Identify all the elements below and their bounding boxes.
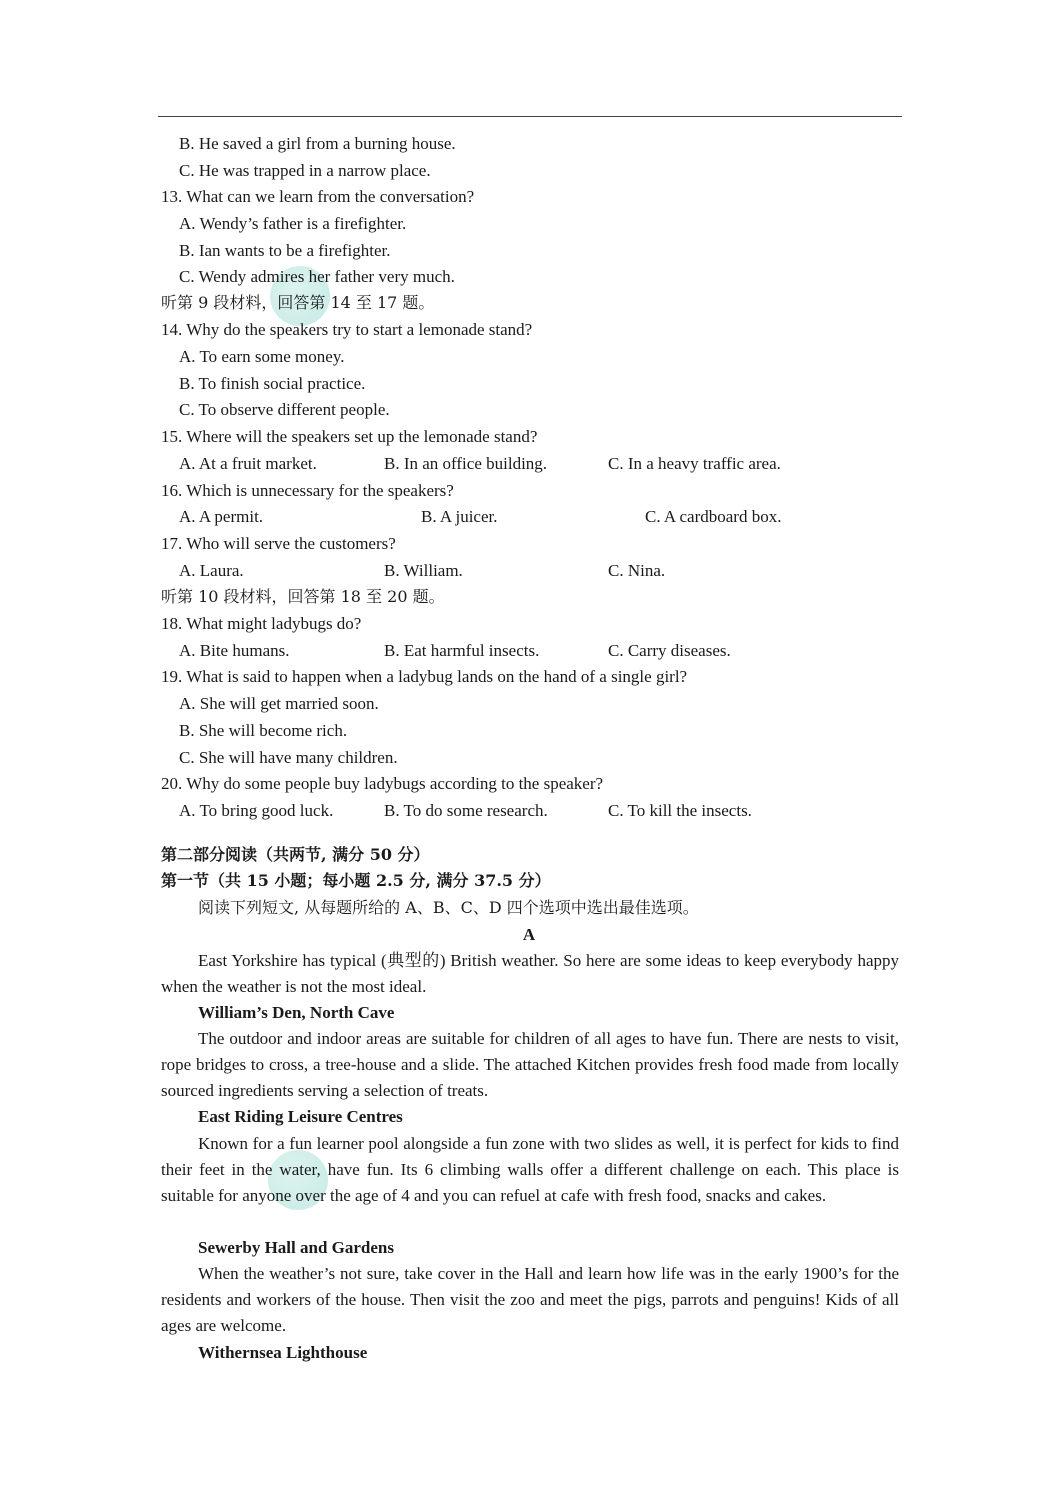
option-text: C. He was trapped in a narrow place. [179, 161, 431, 180]
passage-label: A [522, 925, 536, 944]
option-row [179, 454, 879, 474]
option-a: A. A permit. [179, 507, 264, 526]
option-text: C. To observe different people. [179, 400, 390, 419]
option-text: B. To finish social practice. [179, 374, 366, 393]
passage-paragraph: Known for a fun learner pool alongside a fun zone with two slides as well, it is perfect for kids to find their feet in the water, have fun. Its 6 climbing walls offer a different challenge on each. This place is suitable for anyone over the age of 4 and you can refuel at cafe with fresh food, snacks and cakes. [161, 1134, 899, 1205]
option-row [179, 561, 879, 581]
section-heading: 第二部分阅读（共两节, 满分 50 分） [161, 845, 430, 864]
question-text: 14. Why do the speakers try to start a lemonade stand? [161, 320, 533, 339]
section-subheading: 第一节（共 15 小题；每小题 2.5 分, 满分 37.5 分） [161, 871, 551, 890]
option-b: B. Eat harmful insects. [384, 641, 540, 660]
option-c: C. A cardboard box. [645, 507, 782, 526]
passage-heading: Withernsea Lighthouse [198, 1343, 368, 1362]
option-c: C. To kill the insects. [608, 801, 752, 820]
option-b: B. A juicer. [421, 507, 498, 526]
question-text: 16. Which is unnecessary for the speakers? [161, 481, 454, 500]
option-row [179, 507, 879, 527]
section-instruction: 听第 9 段材料，回答第 14 至 17 题。 [161, 293, 435, 312]
question-text: 20. Why do some people buy ladybugs according to the speaker? [161, 774, 604, 793]
option-text: B. She will become rich. [179, 721, 348, 740]
option-a: A. At a fruit market. [179, 454, 317, 473]
option-text: A. To earn some money. [179, 347, 345, 366]
question-text: 17. Who will serve the customers? [161, 534, 396, 553]
option-b: B. To do some research. [384, 801, 548, 820]
option-text: B. He saved a girl from a burning house. [179, 134, 456, 153]
option-c: C. Nina. [608, 561, 666, 580]
option-b: B. In an office building. [384, 454, 548, 473]
option-row [179, 641, 879, 661]
option-a: A. Bite humans. [179, 641, 290, 660]
question-text: 19. What is said to happen when a ladybug lands on the hand of a single girl? [161, 667, 688, 686]
option-text: A. She will get married soon. [179, 694, 379, 713]
option-text: B. Ian wants to be a firefighter. [179, 241, 391, 260]
option-text: C. She will have many children. [179, 748, 398, 767]
passage-paragraph: The outdoor and indoor areas are suitable for children of all ages to have fun. There are nests to visit, rope bridges to cross, a tree-house and a slide. The attached Kitchen provides fresh food made from locally sourced ingredients serving a selection of treats. [161, 1029, 899, 1100]
option-b: B. William. [384, 561, 463, 580]
question-text: 15. Where will the speakers set up the lemonade stand? [161, 427, 538, 446]
passage-heading: William’s Den, North Cave [198, 1003, 395, 1022]
option-a: A. Laura. [179, 561, 244, 580]
section-instruction: 听第 10 段材料，回答第 18 至 20 题。 [161, 587, 445, 606]
question-text: 13. What can we learn from the conversation? [161, 187, 475, 206]
option-text: A. Wendy’s father is a firefighter. [179, 214, 407, 233]
passage-paragraph: When the weather’s not sure, take cover in the Hall and learn how life was in the early 1900’s for the residents and workers of the house. Then visit the zoo and meet the pigs, parrots and penguins! Kids of all ages are welcome. [161, 1264, 899, 1335]
option-text: C. Wendy admires her father very much. [179, 267, 455, 286]
header-rule [158, 116, 902, 117]
option-a: A. To bring good luck. [179, 801, 334, 820]
passage-heading: Sewerby Hall and Gardens [198, 1238, 394, 1257]
passage-intro: East Yorkshire has typical (典型的) British weather. So here are some ideas to keep everybody happy when the weather is not the most ideal. [161, 951, 899, 996]
passage-heading: East Riding Leisure Centres [198, 1107, 403, 1126]
option-c: C. Carry diseases. [608, 641, 731, 660]
reading-instruction: 阅读下列短文, 从每题所给的 A、B、C、D 四个选项中选出最佳选项。 [198, 898, 699, 917]
option-c: C. In a heavy traffic area. [608, 454, 781, 473]
option-row [179, 801, 879, 821]
question-text: 18. What might ladybugs do? [161, 614, 362, 633]
